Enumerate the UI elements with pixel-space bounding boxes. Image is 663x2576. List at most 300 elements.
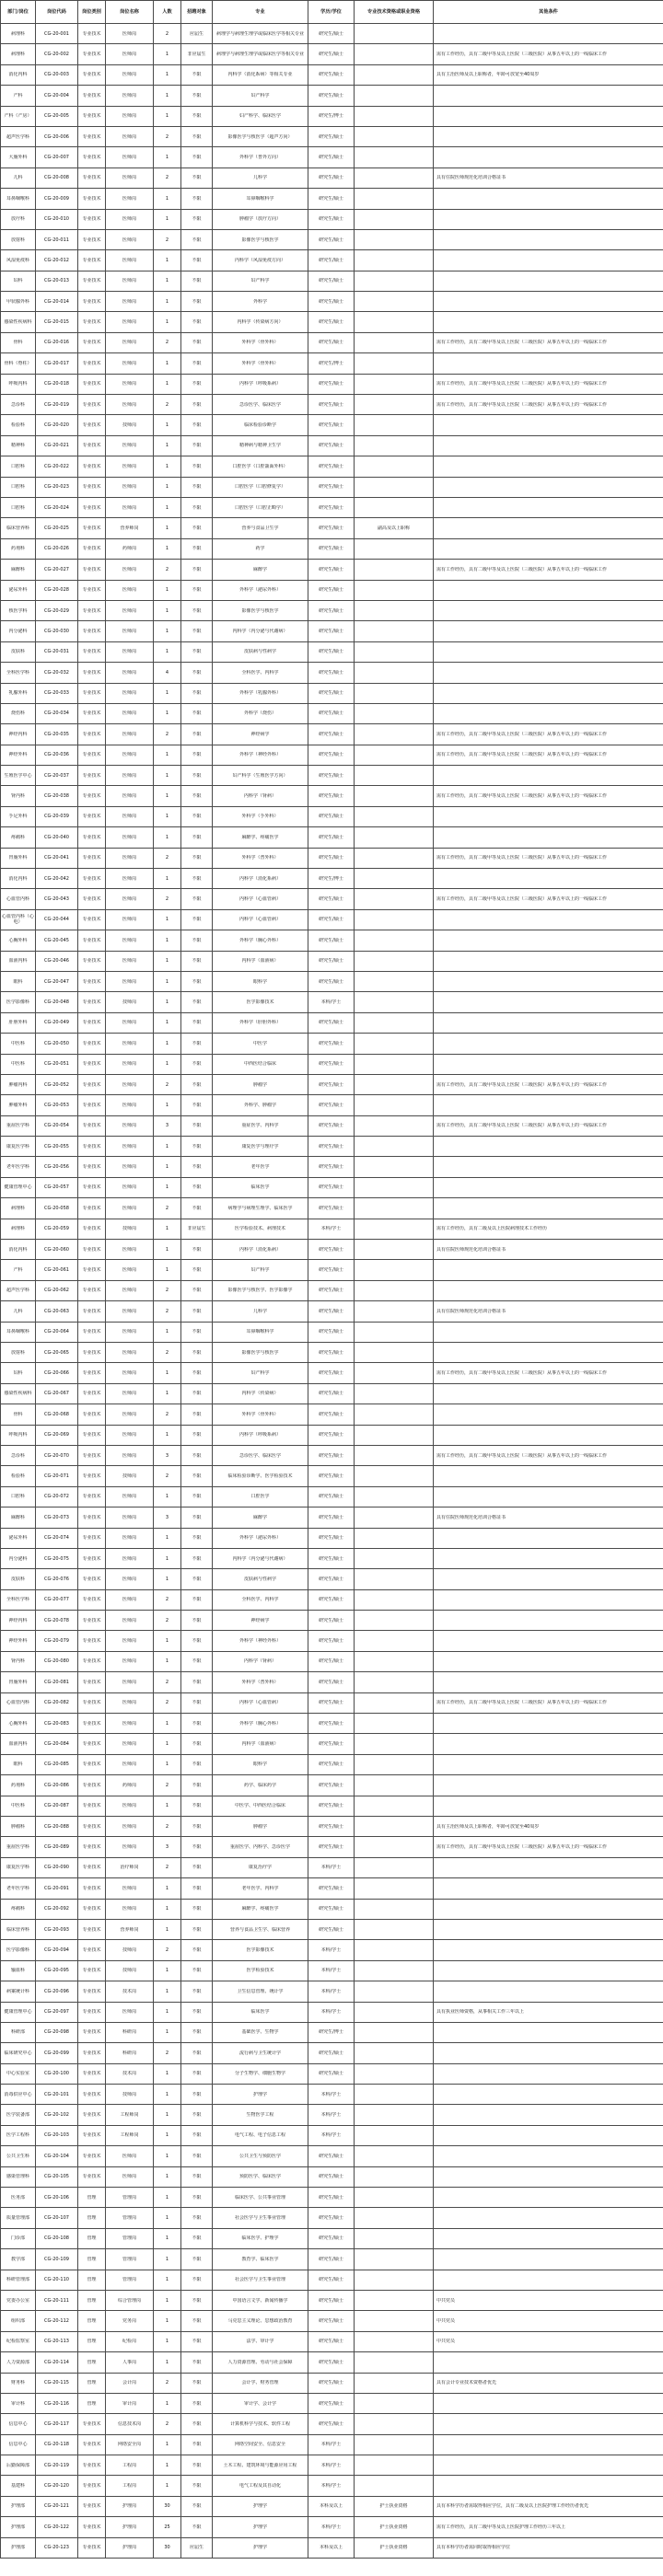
cell-text: 教学部 — [10, 2256, 25, 2262]
table-row — [1, 2043, 663, 2063]
cell-department — [1, 64, 36, 85]
cell-text: 内科学（心血管病） — [238, 917, 281, 923]
cell-applicant-type — [181, 332, 213, 352]
cell-qualification — [355, 1857, 434, 1877]
cell-department — [1, 1012, 36, 1033]
cell-text: 肾内科 — [10, 1658, 25, 1665]
table-row — [1, 312, 663, 332]
cell-department — [1, 889, 36, 909]
cell-headcount — [154, 415, 181, 435]
cell-post-code — [36, 683, 78, 703]
cell-qualification — [355, 1837, 434, 1857]
cell-text: 精神科 — [10, 443, 25, 449]
cell-post-category — [78, 2249, 106, 2270]
cell-post-code — [36, 167, 78, 188]
cell-text: 专业技术 — [82, 649, 101, 655]
cell-text: 2 — [165, 1308, 169, 1314]
cell-text: 专业技术 — [82, 978, 101, 985]
cell-post-code — [36, 1425, 78, 1445]
table-row — [1, 1816, 663, 1836]
cell-post-category — [78, 106, 106, 126]
cell-other-requirements — [434, 209, 663, 229]
table-row — [1, 2022, 663, 2042]
cell-text: 研究生/硕士 — [319, 2380, 343, 2386]
cell-major — [213, 2085, 308, 2105]
cell-text: 重症医学科 — [6, 1123, 29, 1129]
cell-post-category — [78, 229, 106, 249]
cell-text: 不限 — [192, 237, 202, 243]
cell-text: CG-20-094 — [44, 1946, 69, 1953]
cell-applicant-type — [181, 2517, 213, 2537]
cell-text: 不限 — [192, 154, 202, 160]
cell-text: 研究生/硕士 — [319, 154, 343, 160]
cell-major — [213, 1260, 308, 1280]
cell-headcount — [154, 663, 181, 683]
cell-text: 研究生/硕士 — [319, 1700, 343, 1706]
cell-department — [1, 2188, 36, 2208]
cell-text: 2 — [165, 1700, 169, 1706]
cell-major — [213, 1899, 308, 1919]
cell-text: 疼痛科 — [10, 1906, 25, 1912]
cell-text: 会计岗 — [122, 2380, 136, 2386]
cell-text: 外科学（神经外科） — [238, 1638, 281, 1645]
cell-text: CG-20-091 — [44, 1885, 69, 1891]
cell-text: 外科学（泌尿外科） — [238, 587, 281, 594]
cell-post-category — [78, 1034, 106, 1054]
cell-text: 研究生/硕士 — [319, 2153, 343, 2159]
cell-text: 医师岗 — [122, 154, 136, 160]
cell-qualification — [355, 2105, 434, 2125]
cell-text: 本科/学士 — [320, 1226, 342, 1232]
cell-text: 产科（产房） — [4, 113, 32, 120]
cell-text: 管理岗 — [122, 2235, 136, 2242]
cell-other-requirements — [434, 1034, 663, 1054]
cell-text: 1 — [165, 1535, 169, 1542]
cell-text: 病案统计科 — [6, 1988, 29, 1994]
cell-text: 不限 — [192, 999, 202, 1005]
cell-post-category — [78, 24, 106, 44]
cell-headcount — [154, 1198, 181, 1219]
cell-text: 研究生/硕士 — [319, 1329, 343, 1335]
cell-qualification — [355, 1280, 434, 1300]
cell-education — [308, 2517, 355, 2537]
cell-text: 专业技术 — [82, 1267, 101, 1274]
cell-department — [1, 1734, 36, 1754]
cell-major — [213, 1322, 308, 1342]
cell-qualification — [355, 1425, 434, 1445]
cell-text: 心血管内科 — [6, 1700, 29, 1706]
cell-text: 血液内科 — [8, 1741, 28, 1748]
cell-text: 眼科学 — [252, 978, 267, 985]
cell-post-code — [36, 1569, 78, 1589]
cell-post-code — [36, 1651, 78, 1671]
cell-department — [1, 497, 36, 517]
cell-department — [1, 2414, 36, 2434]
cell-text: 1 — [165, 1020, 169, 1026]
cell-text: 不限 — [192, 1267, 202, 1274]
cell-text: 研究生/硕士 — [319, 2317, 343, 2324]
cell-post-code — [36, 1074, 78, 1094]
cell-text: 医师岗 — [122, 195, 136, 202]
cell-major — [213, 2476, 308, 2496]
cell-applicant-type — [181, 189, 213, 209]
cell-department — [1, 2125, 36, 2145]
table-row — [1, 2496, 663, 2516]
cell-qualification — [355, 724, 434, 745]
cell-text: 不限 — [192, 855, 202, 861]
cell-text: 烧伤科 — [10, 710, 25, 717]
cell-department — [1, 1034, 36, 1054]
cell-text: 感染管理科 — [6, 2174, 29, 2180]
cell-text: 医师岗 — [122, 1803, 136, 1809]
cell-major — [213, 2166, 308, 2187]
cell-qualification — [355, 64, 434, 85]
cell-text: 需有工作经历，具有二级甲等及以上医院（三级医院）从事五年以上的一线临床工作 — [436, 51, 608, 57]
cell-headcount — [154, 1528, 181, 1548]
cell-qualification — [355, 1631, 434, 1651]
cell-text: 管理 — [87, 2400, 97, 2407]
cell-post-code — [36, 1034, 78, 1054]
cell-other-requirements — [434, 930, 663, 951]
cell-headcount — [154, 786, 181, 806]
cell-education — [308, 1631, 355, 1651]
cell-text: 专业技术 — [82, 710, 101, 717]
cell-applicant-type — [181, 2022, 213, 2042]
cell-text: 2 — [165, 1782, 169, 1788]
cell-education — [308, 477, 355, 497]
cell-text: 不限 — [192, 1411, 202, 1417]
cell-department — [1, 560, 36, 580]
cell-text: 1 — [165, 2235, 169, 2242]
cell-text: 会计学、财务管理 — [241, 2380, 279, 2386]
cell-department — [1, 1445, 36, 1465]
cell-department — [1, 209, 36, 229]
cell-post-code — [36, 189, 78, 209]
cell-text: 医学检验技术 — [246, 1968, 274, 1974]
cell-applicant-type — [181, 930, 213, 951]
cell-text: 麻醉学、疼痛医学 — [241, 834, 279, 840]
cell-qualification — [355, 889, 434, 909]
cell-text: 中国语言文学、新闻传播学 — [232, 2297, 288, 2304]
cell-text: 专业技术 — [82, 1411, 101, 1417]
cell-text: 不限 — [192, 1020, 202, 1026]
cell-text: 神经病学 — [250, 731, 270, 737]
cell-text: 需有工作经历，具有二级甲等及以上医院（三级医院）从事五年以上的一线临床工作 — [436, 381, 608, 387]
cell-text: 不限 — [192, 1885, 202, 1891]
cell-headcount — [154, 1115, 181, 1136]
cell-qualification — [355, 353, 434, 374]
cell-post-code — [36, 44, 78, 64]
cell-major — [213, 1425, 308, 1445]
cell-department — [1, 2393, 36, 2413]
table-row — [1, 415, 663, 435]
cell-other-requirements — [434, 1466, 663, 1486]
cell-text: 应届生 — [189, 2545, 204, 2551]
cell-text: CG-20-036 — [44, 752, 69, 758]
cell-major — [213, 538, 308, 559]
cell-text: CG-20-053 — [44, 1102, 69, 1108]
cell-headcount — [154, 971, 181, 991]
cell-text: 审计岗 — [122, 2400, 136, 2407]
cell-department — [1, 1074, 36, 1094]
cell-education — [308, 889, 355, 909]
cell-text: 1 — [165, 1432, 169, 1438]
cell-text: 不限 — [192, 1205, 202, 1211]
cell-other-requirements — [434, 2063, 663, 2084]
cell-text: 2 — [165, 2050, 169, 2056]
cell-other-requirements — [434, 560, 663, 580]
cell-text: CG-20-017 — [44, 360, 69, 366]
cell-post-name — [106, 435, 154, 456]
cell-qualification — [355, 703, 434, 723]
cell-headcount — [154, 1157, 181, 1177]
cell-applicant-type — [181, 992, 213, 1012]
cell-qualification — [355, 930, 434, 951]
cell-qualification — [355, 2146, 434, 2166]
cell-text: 研究生/硕士 — [319, 1535, 343, 1542]
cell-text: 1 — [165, 1988, 169, 1994]
cell-text: 研究生/硕士 — [319, 1576, 343, 1582]
cell-qualification — [355, 1940, 434, 1960]
cell-text: 教育学、临床医学 — [241, 2256, 279, 2262]
cell-text: 医师岗 — [122, 319, 136, 326]
cell-text: 不限 — [192, 2317, 202, 2324]
cell-post-code — [36, 951, 78, 971]
cell-text: 研究生/硕士 — [319, 195, 343, 202]
cell-post-code — [36, 518, 78, 538]
cell-text: 手足外科 — [8, 814, 28, 820]
cell-text: 1 — [165, 463, 169, 469]
cell-text: 医师岗 — [122, 1843, 136, 1850]
cell-text: 2 — [165, 133, 169, 140]
cell-text: CG-20-060 — [44, 1246, 69, 1253]
cell-post-code — [36, 600, 78, 620]
cell-education — [308, 1404, 355, 1425]
cell-headcount — [154, 250, 181, 271]
cell-education — [308, 250, 355, 271]
cell-major — [213, 909, 308, 930]
cell-text: 中医学 — [252, 1040, 267, 1046]
table-row — [1, 1074, 663, 1094]
cell-text: 不限 — [192, 1246, 202, 1253]
cell-post-name — [106, 641, 154, 662]
cell-text: 妇产科学（生殖医学方向） — [232, 772, 288, 779]
cell-text: 不限 — [192, 1638, 202, 1645]
cell-post-category — [78, 1280, 106, 1300]
cell-post-code — [36, 1528, 78, 1548]
cell-applicant-type — [181, 1280, 213, 1300]
cell-text: 技师岗 — [122, 1226, 136, 1232]
cell-text: 不限 — [192, 1865, 202, 1871]
cell-text: 科研管理部 — [6, 2277, 29, 2283]
cell-applicant-type — [181, 2537, 213, 2558]
cell-headcount — [154, 147, 181, 167]
cell-education — [308, 2434, 355, 2455]
cell-text: 专业技术 — [82, 2091, 101, 2097]
table-row — [1, 1301, 663, 1322]
cell-applicant-type — [181, 167, 213, 188]
cell-text: 专业技术 — [82, 1514, 101, 1520]
cell-department — [1, 1672, 36, 1692]
cell-department — [1, 2434, 36, 2455]
table-row — [1, 1611, 663, 1631]
cell-major — [213, 848, 308, 868]
cell-text: CG-20-078 — [44, 1617, 69, 1623]
cell-text: 审计科 — [10, 2400, 25, 2407]
cell-text: 专业技术 — [82, 2112, 101, 2119]
cell-text: 专业技术 — [82, 319, 101, 326]
cell-qualification — [355, 1981, 434, 2002]
table-row — [1, 126, 663, 146]
cell-post-category — [78, 1569, 106, 1589]
cell-department — [1, 848, 36, 868]
cell-headcount — [154, 1012, 181, 1033]
cell-post-name — [106, 909, 154, 930]
table-row — [1, 2228, 663, 2248]
cell-text: CG-20-120 — [44, 2483, 69, 2489]
cell-text: 基建科 — [10, 2483, 25, 2489]
cell-post-name — [106, 2002, 154, 2022]
cell-other-requirements — [434, 374, 663, 394]
cell-applicant-type — [181, 1940, 213, 1960]
cell-education — [308, 1754, 355, 1774]
cell-text: 影像医学与核医学（超声方向） — [227, 133, 293, 140]
cell-text: 不限 — [192, 113, 202, 120]
cell-education — [308, 395, 355, 415]
cell-post-category — [78, 703, 106, 723]
cell-text: CG-20-057 — [44, 1184, 69, 1191]
cell-text: 专业技术 — [82, 1535, 101, 1542]
cell-post-code — [36, 1240, 78, 1260]
table-row — [1, 641, 663, 662]
cell-text: 专业技术 — [82, 1123, 101, 1129]
cell-qualification — [355, 641, 434, 662]
cell-text: 医师岗 — [122, 1535, 136, 1542]
cell-text: 医师岗 — [122, 2009, 136, 2016]
cell-text: 急诊科 — [10, 1452, 25, 1459]
cell-other-requirements — [434, 1981, 663, 2002]
cell-applicant-type — [181, 126, 213, 146]
cell-text: 不限 — [192, 2132, 202, 2139]
cell-text: 骨科 — [13, 1411, 23, 1417]
cell-headcount — [154, 2002, 181, 2022]
cell-major — [213, 2146, 308, 2166]
cell-headcount — [154, 600, 181, 620]
cell-text: 1 — [165, 2132, 169, 2139]
cell-qualification — [355, 1651, 434, 1671]
cell-qualification — [355, 271, 434, 291]
cell-headcount — [154, 2434, 181, 2455]
cell-text: 1 — [165, 278, 169, 284]
cell-headcount — [154, 909, 181, 930]
cell-text: 研究生/硕士 — [319, 1411, 343, 1417]
cell-text: 药学 — [255, 546, 265, 552]
table-row — [1, 1343, 663, 1363]
table-row — [1, 1981, 663, 2002]
cell-qualification — [355, 1692, 434, 1713]
cell-text: 医师岗 — [122, 1720, 136, 1727]
header-qualification: 专业技术资格或职业资格 — [355, 1, 434, 24]
cell-text: 重症医学、内科学 — [241, 1123, 279, 1129]
cell-department — [1, 24, 36, 44]
cell-text: 临床医学、护理学 — [241, 2235, 279, 2242]
cell-text: 医师岗 — [122, 937, 136, 943]
cell-major — [213, 86, 308, 106]
cell-qualification — [355, 167, 434, 188]
cell-other-requirements — [434, 456, 663, 477]
cell-text: 内科学（风湿免疫方向） — [234, 257, 285, 263]
table-row — [1, 2517, 663, 2537]
cell-text: 专业技术 — [82, 1494, 101, 1500]
cell-text: CG-20-093 — [44, 1926, 69, 1933]
cell-qualification — [355, 2188, 434, 2208]
cell-text: 专业技术 — [82, 30, 101, 37]
cell-applicant-type — [181, 64, 213, 85]
cell-education — [308, 1240, 355, 1260]
cell-headcount — [154, 395, 181, 415]
cell-other-requirements — [434, 1714, 663, 1734]
cell-education — [308, 2393, 355, 2413]
cell-text: 药师岗 — [122, 1782, 136, 1788]
cell-text: 护理岗 — [122, 2524, 136, 2530]
cell-text: 皮肤科 — [10, 649, 25, 655]
cell-education — [308, 1899, 355, 1919]
cell-qualification — [355, 1301, 434, 1322]
table-row — [1, 1528, 663, 1548]
cell-text: CG-20-105 — [44, 2174, 69, 2180]
cell-other-requirements — [434, 1631, 663, 1651]
cell-post-category — [78, 86, 106, 106]
cell-post-name — [106, 1981, 154, 2002]
cell-post-category — [78, 1672, 106, 1692]
cell-department — [1, 1589, 36, 1610]
cell-text: 临床营养科 — [6, 1926, 29, 1933]
cell-education — [308, 1528, 355, 1548]
cell-text: 呼吸内科 — [8, 381, 28, 387]
cell-text: CG-20-069 — [44, 1432, 69, 1438]
cell-department — [1, 1095, 36, 1115]
cell-post-category — [78, 1775, 106, 1796]
cell-text: 专业技术 — [82, 525, 101, 531]
cell-applicant-type — [181, 1240, 213, 1260]
cell-major — [213, 1466, 308, 1486]
cell-text: 专业技术 — [82, 669, 101, 676]
cell-text: 研究生/硕士 — [319, 2277, 343, 2283]
cell-text: 医师岗 — [122, 175, 136, 181]
cell-major — [213, 1651, 308, 1671]
cell-department — [1, 415, 36, 435]
cell-post-code — [36, 1878, 78, 1899]
cell-applicant-type — [181, 2043, 213, 2063]
cell-text: 专业技术 — [82, 1720, 101, 1727]
cell-text: 具有住院医师规范化培训合格证书 — [436, 175, 506, 181]
cell-post-name — [106, 683, 154, 703]
cell-post-category — [78, 497, 106, 517]
cell-major — [213, 2455, 308, 2476]
cell-text: CG-20-065 — [44, 1349, 69, 1356]
cell-applicant-type — [181, 1734, 213, 1754]
cell-text: 中医科 — [10, 1803, 25, 1809]
cell-text: 大肠外科 — [8, 154, 28, 160]
cell-department — [1, 2496, 36, 2516]
cell-text: 医师岗 — [122, 298, 136, 305]
cell-text: 不限 — [192, 690, 202, 697]
cell-text: 研究生/硕士 — [319, 546, 343, 552]
cell-qualification — [355, 292, 434, 312]
cell-text: 3 — [165, 1514, 169, 1520]
cell-education — [308, 1548, 355, 1568]
cell-qualification — [355, 209, 434, 229]
